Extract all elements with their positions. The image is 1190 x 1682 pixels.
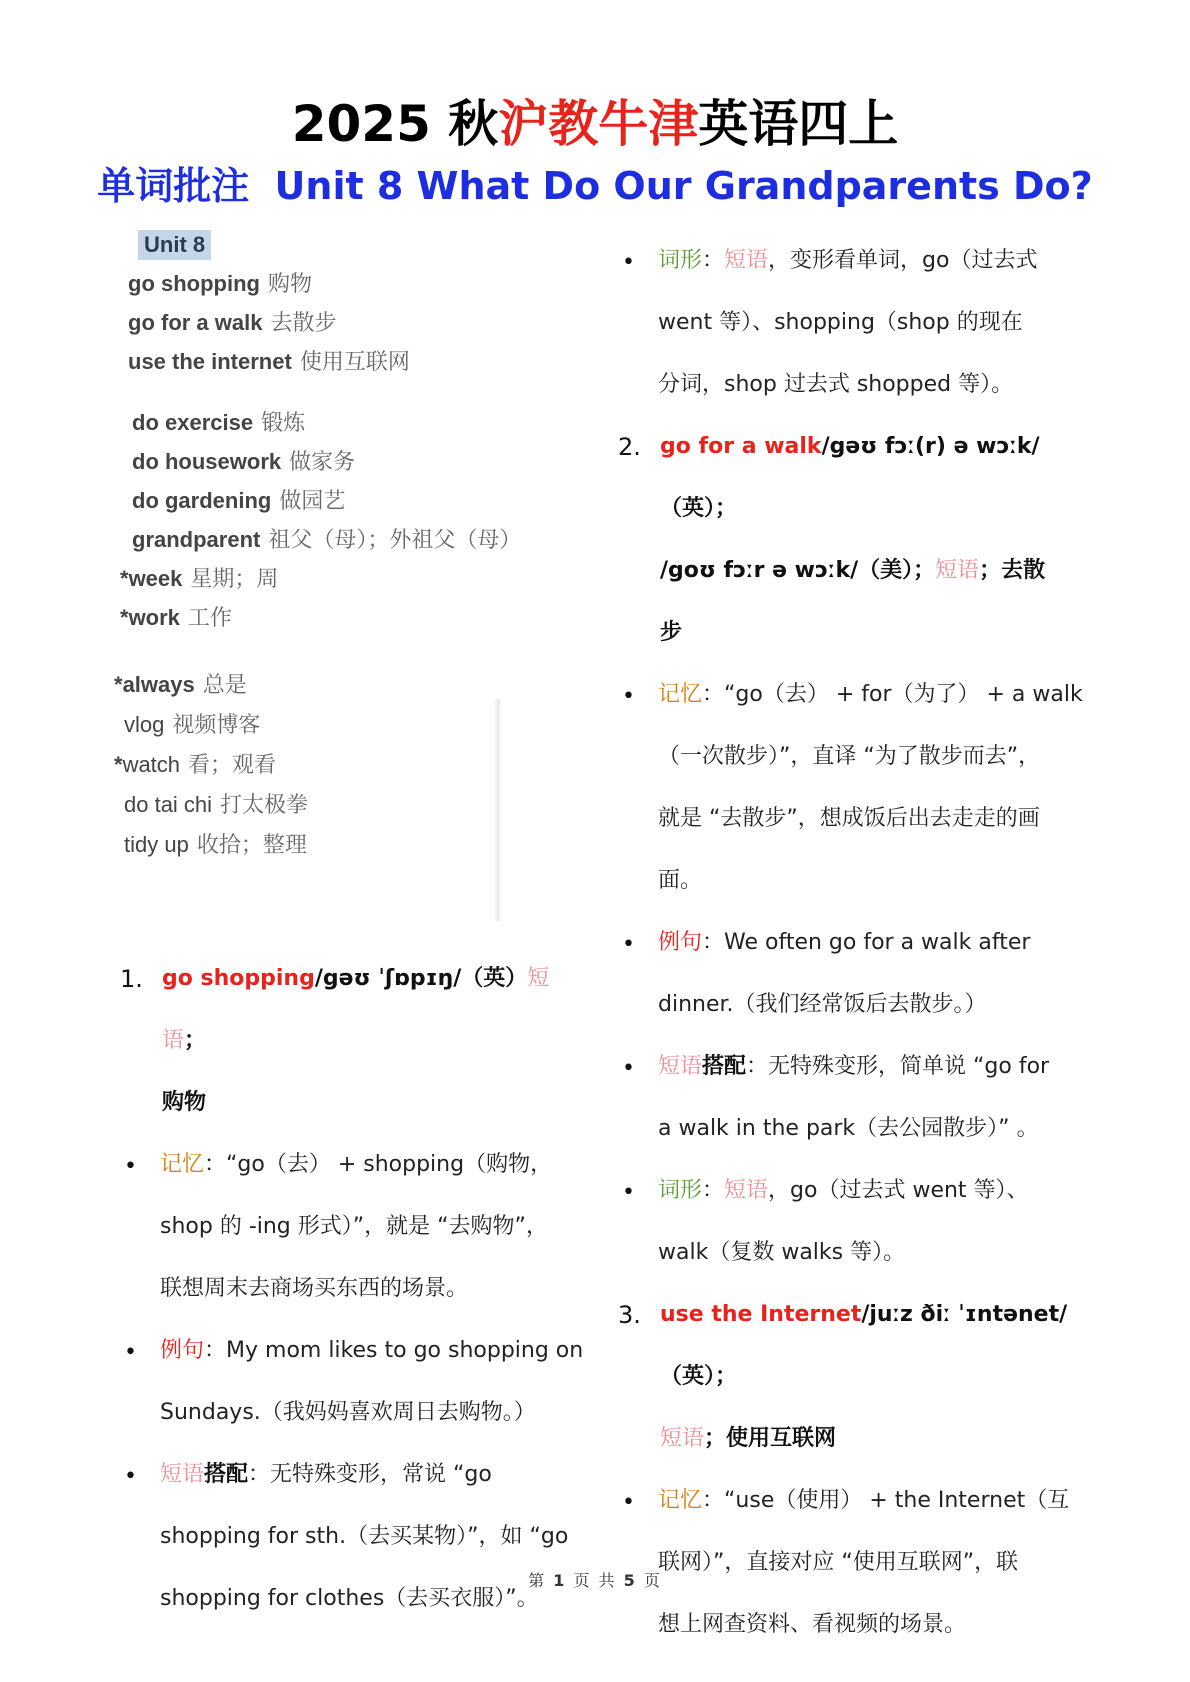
right-column [616,230,1088,1656]
entry-3-heading: 3. use the Internet/juːz ðiː ˈɪntənet/（英）； 短语；使用互联网 [618,1301,1068,1451]
word-item: do tai chi 打太极拳 [124,792,309,817]
page-number: 1 [553,1571,567,1590]
word-item: do gardening 做园艺 [132,488,346,513]
entry-1-memory: • 记忆：“go（去） + shopping（购物， shop 的 -ing 形式）”，就是 “去购物”， 联想周末去商场买东西的场景。 [118,1134,584,1320]
entry-3-memory: • 记忆：“use（使用） + the Internet（互 联网）”，直接对应 “使用互联网”，联 想上网查资料、看视频的场景。 [616,1470,1088,1656]
word-item: *always 总是 [114,672,247,697]
word-list [112,225,582,925]
subtitle-en: Unit 8 What Do Our Grandparents Do? [274,164,1093,208]
page-footer: 第 1 页 共 5 页 [528,1571,662,1590]
word-item: do housework 做家务 [132,449,356,474]
entry-1-phonetic: /gəʊ ˈʃɒpɪŋ/（英） [314,966,528,991]
entry-2-heading: 2. go for a walk/gəʊ fɔː(r) ə wɔːk/（英）； /goʊ fɔːr ə wɔːk/（美）；短语；去散 步 [618,433,1046,645]
word-item: grandparent 祖父（母）；外祖父（母） [132,527,522,552]
word-item: *watch 看；观看 [114,752,277,777]
word-item: tidy up 收拾；整理 [124,832,307,857]
word-item: use the internet 使用互联网 [128,349,410,374]
left-column [118,948,584,1630]
entry-1-heading: 1. go shopping/gəʊ ˈʃɒpɪŋ/（英）短语； 购物 [120,965,550,1115]
entry-1-meaning: 购物 [162,1090,207,1115]
title-season: 秋 [448,95,499,153]
image-edge-divider [494,699,502,921]
word-item: vlog 视频博客 [124,712,261,737]
unit-badge: Unit 8 [138,230,211,260]
subtitle-cn: 单词批注 [97,164,250,208]
entry-2-phonetic-uk: /gəʊ fɔː(r) ə wɔːk/（英）； [660,434,1040,521]
page-subtitle [0,158,1190,214]
entry-2-example: • 例句：We often go for a walk after dinner.（我们经常饭后去散步。） [616,912,1088,1036]
entry-1-collocation: • 短语搭配：无特殊变形，常说 “go shopping for sth.（去买某物）”，如 “go shopping for clothes（去买衣服）”。 [118,1444,584,1630]
word-item: do exercise 锻炼 [132,410,306,435]
page-title [0,92,1190,156]
entry-1-wordform: • 词形：短语，变形看单词，go（过去式 went 等）、shopping（shop 的现在 分词，shop 过去式 shopped 等）。 [616,230,1088,416]
title-year: 2025 [291,95,431,153]
word-item: *work 工作 [120,605,232,630]
entry-1-example: • 例句：My mom likes to go shopping on Sundays.（我妈妈喜欢周日去购物。） [118,1320,584,1444]
word-item: *week 星期；周 [120,566,279,591]
entry-2-collocation: • 短语搭配：无特殊变形，简单说 “go for a walk in the park（去公园散步）” 。 [616,1036,1088,1160]
title-publisher: 沪教牛津 [498,95,699,153]
entry-2-wordform: • 词形：短语，go（过去式 went 等）、 walk（复数 walks 等）。 [616,1160,1088,1284]
entry-2-term: go for a walk [660,434,822,459]
entry-2-memory: • 记忆：“go（去） + for（为了） + a walk （一次散步）”，直译 “为了散步而去”， 就是 “去散步”，想成饭后出去走走的画 面。 [616,664,1088,912]
entry-2-phonetic-us: /goʊ fɔːr ə wɔːk/（美）； [660,558,936,583]
word-item: go for a walk 去散步 [128,310,337,335]
entry-1-term: go shopping [162,966,315,991]
entry-3-term: use the Internet [660,1302,862,1327]
title-suffix: 英语四上 [698,95,899,153]
page-total: 5 [623,1571,637,1590]
entry-3-phonetic: /juːz ðiː ˈɪntənet/（英）； [660,1302,1068,1389]
word-item: go shopping 购物 [128,271,312,296]
